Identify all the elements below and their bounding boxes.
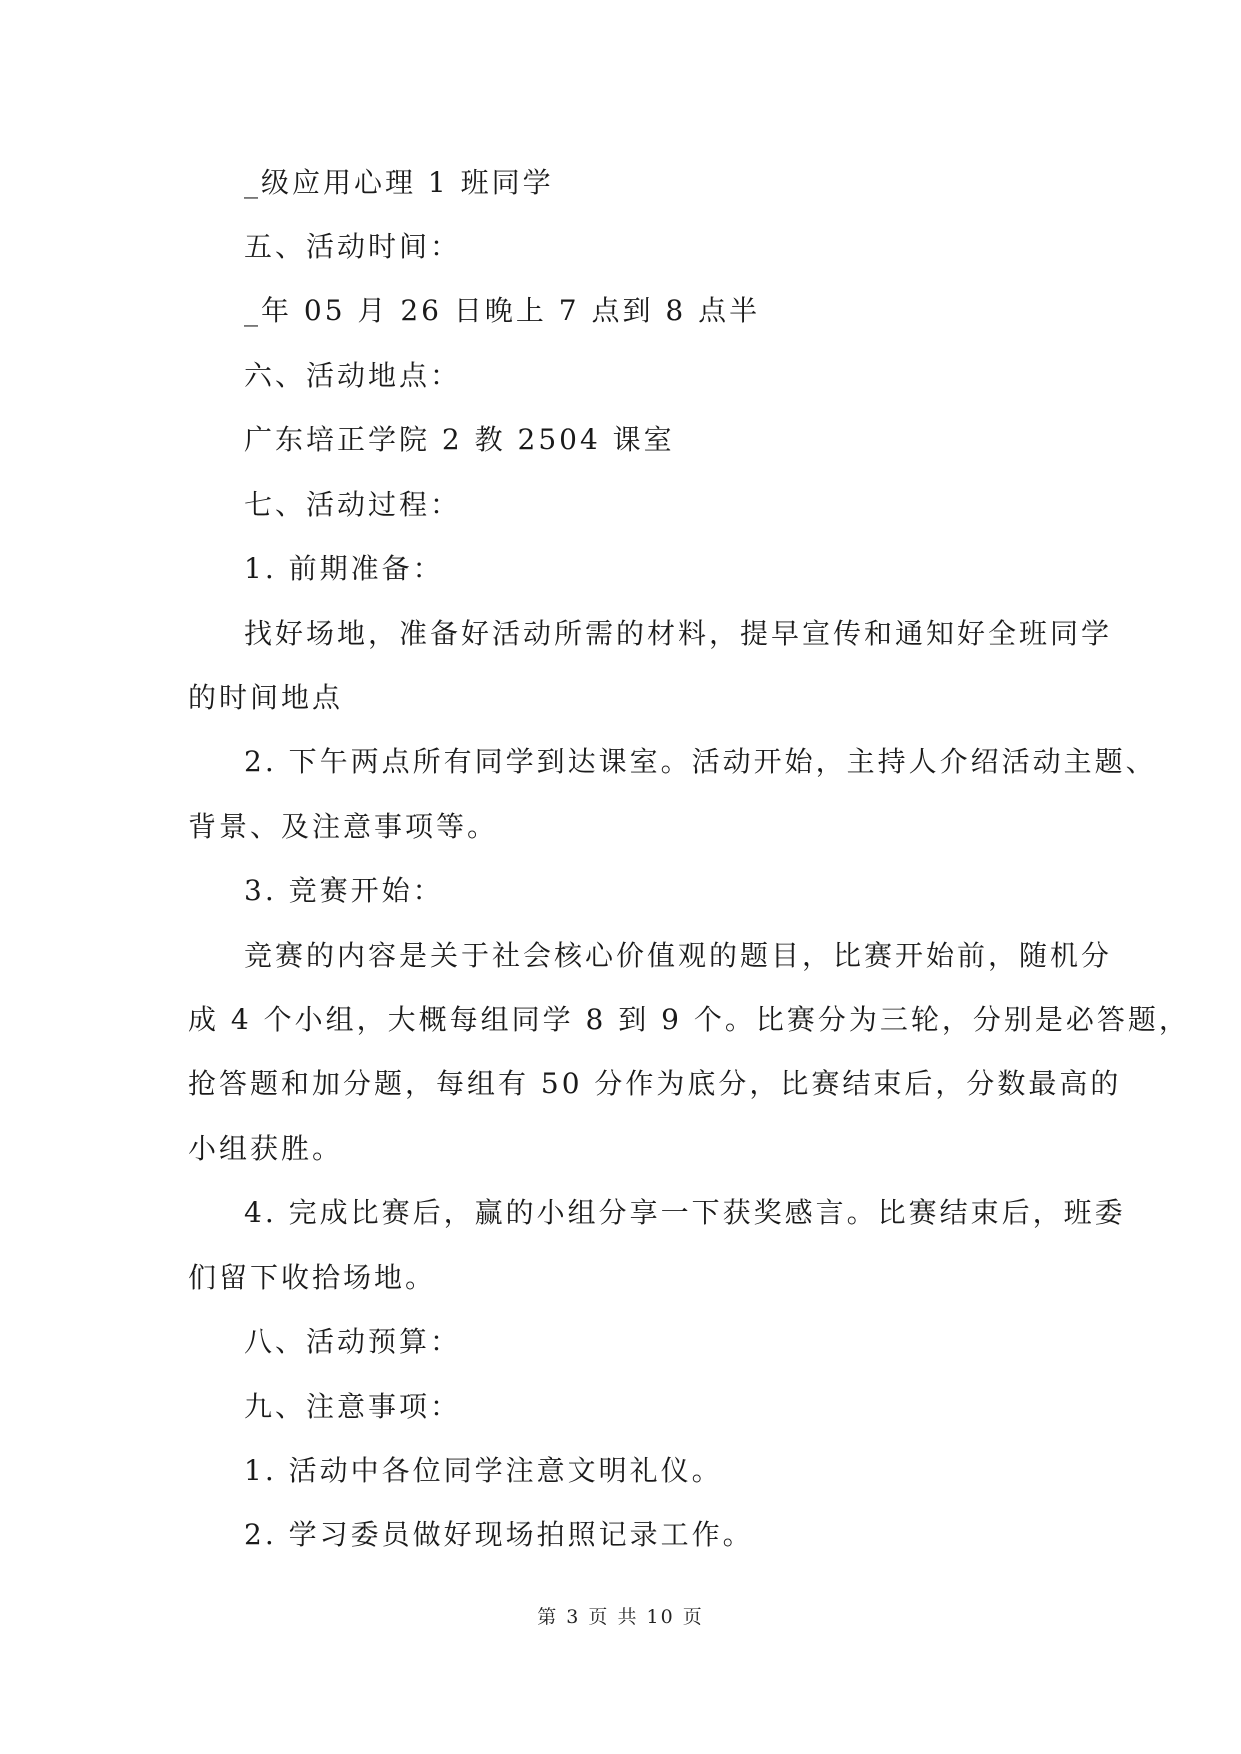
- section-heading-process: 七、活动过程：: [244, 488, 462, 521]
- section-heading-time: 五、活动时间：: [244, 230, 462, 263]
- text-line: _级应用心理 1 班同学: [244, 166, 554, 199]
- text-line: 1. 前期准备：: [244, 552, 444, 585]
- text-line: 小组获胜。: [188, 1132, 344, 1165]
- section-heading-budget: 八、活动预算：: [244, 1325, 462, 1358]
- text-line: 竞赛的内容是关于社会核心价值观的题目，比赛开始前，随机分: [244, 939, 1113, 972]
- text-line: 背景、及注意事项等。: [188, 810, 499, 843]
- text-line: 3. 竞赛开始：: [244, 874, 444, 907]
- text-line: 抢答题和加分题，每组有 50 分作为底分，比赛结束后，分数最高的: [188, 1067, 1122, 1100]
- text-line: 的时间地点: [188, 681, 344, 714]
- text-line: 4. 完成比赛后，赢的小组分享一下获奖感言。比赛结束后，班委: [244, 1196, 1126, 1229]
- section-heading-notes: 九、注意事项：: [244, 1390, 462, 1423]
- text-line: 们留下收拾场地。: [188, 1261, 437, 1294]
- section-heading-location: 六、活动地点：: [244, 359, 462, 392]
- text-line: 广东培正学院 2 教 2504 课室: [244, 423, 675, 456]
- text-line: 1. 活动中各位同学注意文明礼仪。: [244, 1454, 723, 1487]
- text-line: 2. 学习委员做好现场拍照记录工作。: [244, 1518, 754, 1551]
- text-line: 找好场地，准备好活动所需的材料，提早宣传和通知好全班同学: [244, 617, 1113, 650]
- text-line: _年 05 月 26 日晚上 7 点到 8 点半: [244, 294, 761, 327]
- text-line: 成 4 个小组，大概每组同学 8 到 9 个。比赛分为三轮，分别是必答题，: [188, 1003, 1190, 1036]
- text-line: 2. 下午两点所有同学到达课室。活动开始，主持人介绍活动主题、: [244, 745, 1157, 778]
- page-footer: 第 3 页 共 10 页: [537, 1606, 704, 1628]
